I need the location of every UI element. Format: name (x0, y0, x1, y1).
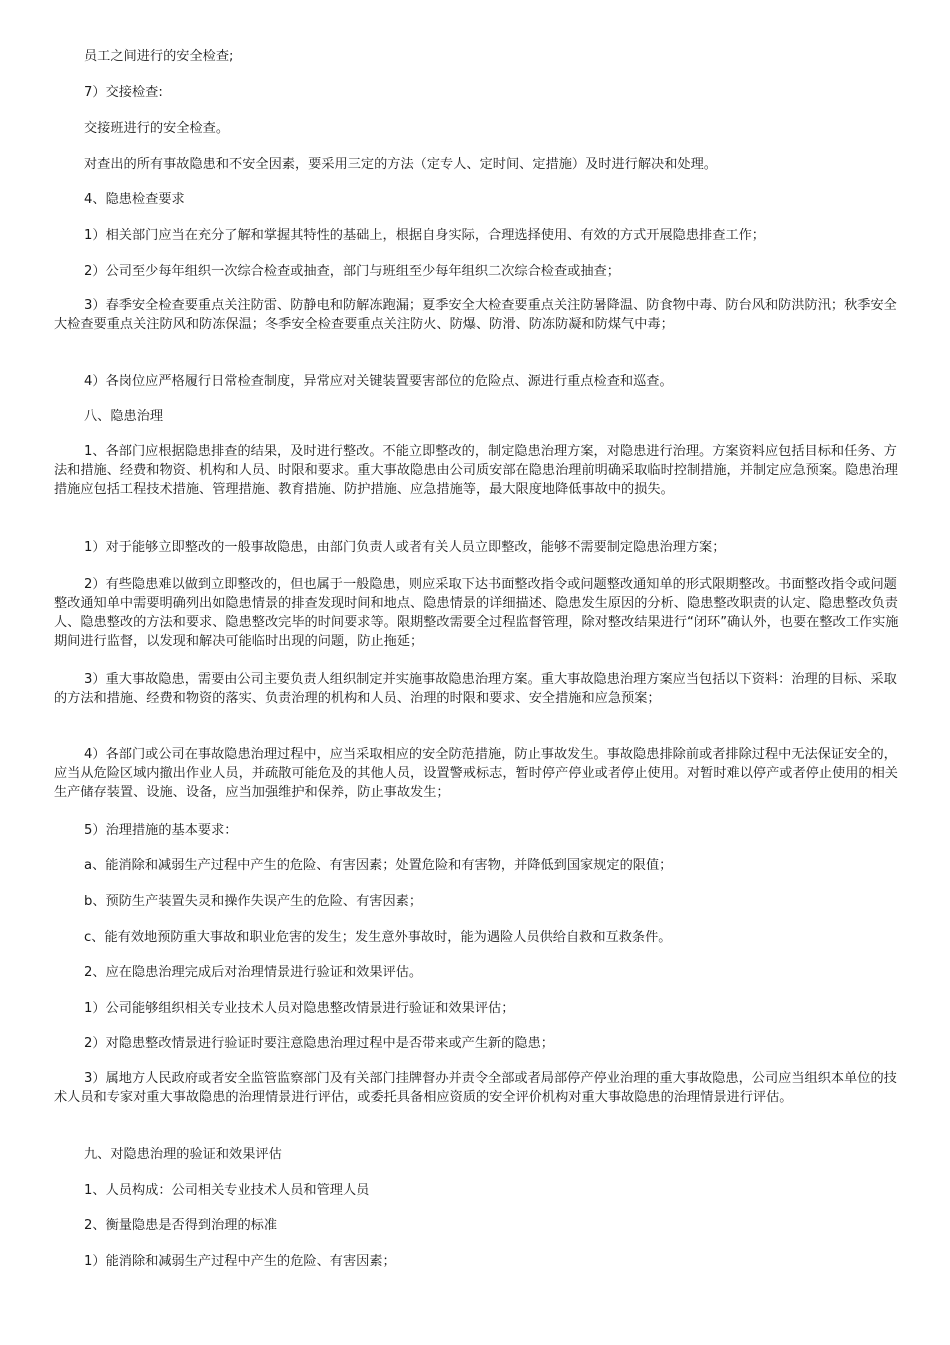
paragraph: 1）相关部门应当在充分了解和掌握其特性的基础上，根据自身实际，合理选择使用、有效的方式开展隐患排查工作； (84, 228, 765, 243)
section-heading: 九、对隐患治理的验证和效果评估 (84, 1147, 282, 1162)
paragraph: 对查出的所有事故隐患和不安全因素，要采用三定的方法（定专人、定时间、定措施）及时进行解决和处理。 (84, 157, 717, 172)
paragraph: 3）春季安全检查要重点关注防雷、防静电和防解冻跑漏；夏季安全大检查要重点关注防暑降温、防食物中毒、防台风和防洪防汛；秋季安全大检查要重点关注防风和防冻保温；冬季安全检查要重点关注防火、防爆、防滑、防冻防凝和防煤气中毒； (54, 298, 897, 332)
paragraph: 1、人员构成：公司相关专业技术人员和管理人员 (84, 1183, 370, 1198)
paragraph: 3）属地方人民政府或者安全监管监察部门及有关部门挂牌督办并责令全部或者局部停产停业治理的重大事故隐患，公司应当组织本单位的技术人员和专家对重大事故隐患的治理情景进行评估，或委托具备相应资质的安全评价机构对重大事故隐患的治理情景进行评估。 (54, 1071, 897, 1105)
paragraph: 2）公司至少每年组织一次综合检查或抽查，部门与班组至少每年组织二次综合检查或抽查； (84, 264, 620, 279)
paragraph: 2、衡量隐患是否得到治理的标准 (84, 1218, 278, 1233)
paragraph: 3）重大事故隐患，需要由公司主要负责人组织制定并实施事故隐患治理方案。重大事故隐患治理方案应当包括以下资料：治理的目标、采取的方法和措施、经费和物资的落实、负责治理的机构和人员、治理的时限和要求、安全措施和应急预案； (54, 672, 897, 706)
paragraph: 1）公司能够组织相关专业技术人员对隐患整改情景进行验证和效果评估； (84, 1001, 515, 1016)
section-heading: 4、隐患检查要求 (84, 192, 185, 207)
section-heading: 八、隐患治理 (84, 409, 164, 424)
paragraph: b、预防生产装置失灵和操作失误产生的危险、有害因素； (84, 894, 423, 909)
paragraph: 4）各岗位应严格履行日常检查制度，异常应对关键装置要害部位的危险点、源进行重点检查和巡查。 (84, 374, 673, 389)
paragraph: 4）各部门或公司在事故隐患治理过程中，应当采取相应的安全防范措施，防止事故发生。事故隐患排除前或者排除过程中无法保证安全的，应当从危险区域内撤出作业人员，并疏散可能危及的其他人员，设置警戒标志，暂时停产停业或者停止使用。对暂时难以停产或者停止使用的相关生产储存装置、设施、设备，应当加强维护和保养，防止事故发生； (54, 747, 898, 800)
paragraph: 交接班进行的安全检查。 (84, 121, 230, 136)
paragraph: 2）对隐患整改情景进行验证时要注意隐患治理过程中是否带来或产生新的隐患； (84, 1036, 554, 1051)
paragraph: 员工之间进行的安全检查; (84, 49, 234, 64)
paragraph: c、能有效地预防重大事故和职业危害的发生；发生意外事故时，能为遇险人员供给自救和互救条件。 (84, 930, 672, 945)
paragraph: 5）治理措施的基本要求： (84, 823, 238, 838)
paragraph: a、能消除和减弱生产过程中产生的危险、有害因素；处置危险和有害物，并降低到国家规定的限值； (84, 858, 673, 873)
paragraph: 1）能消除和减弱生产过程中产生的危险、有害因素； (84, 1254, 396, 1269)
paragraph: 2、应在隐患治理完成后对治理情景进行验证和效果评估。 (84, 965, 423, 980)
paragraph: 1）对于能够立即整改的一般事故隐患，由部门负责人或者有关人员立即整改，能够不需要制定隐患治理方案； (84, 540, 726, 555)
paragraph: 7）交接检查: (84, 85, 163, 100)
paragraph: 1、各部门应根据隐患排查的结果，及时进行整改。不能立即整改的，制定隐患治理方案，对隐患进行治理。方案资料应包括目标和任务、方法和措施、经费和物资、机构和人员、时限和要求。重大事故隐患由公司质安部在隐患治理前明确采取临时控制措施，并制定应急预案。隐患治理措施应包括工程技术措施、管理措施、教育措施、防护措施、应急措施等，最大限度地降低事故中的损失。 (54, 444, 898, 497)
paragraph: 2）有些隐患难以做到立即整改的，但也属于一般隐患，则应采取下达书面整改指令或问题整改通知单的形式限期整改。书面整改指令或问题整改通知单中需要明确列出如隐患情景的排查发现时间和地点、隐患情景的详细描述、隐患发生原因的分析、隐患整改职责的认定、隐患整改负责人、隐患整改的方法和要求、隐患整改完毕的时间要求等。限期整改需要全过程监督管理，除对整改结果进行“闭环”确认外，也要在整改工作实施期间进行监督，以发现和解决可能临时出现的问题，防止拖延； (54, 577, 899, 649)
